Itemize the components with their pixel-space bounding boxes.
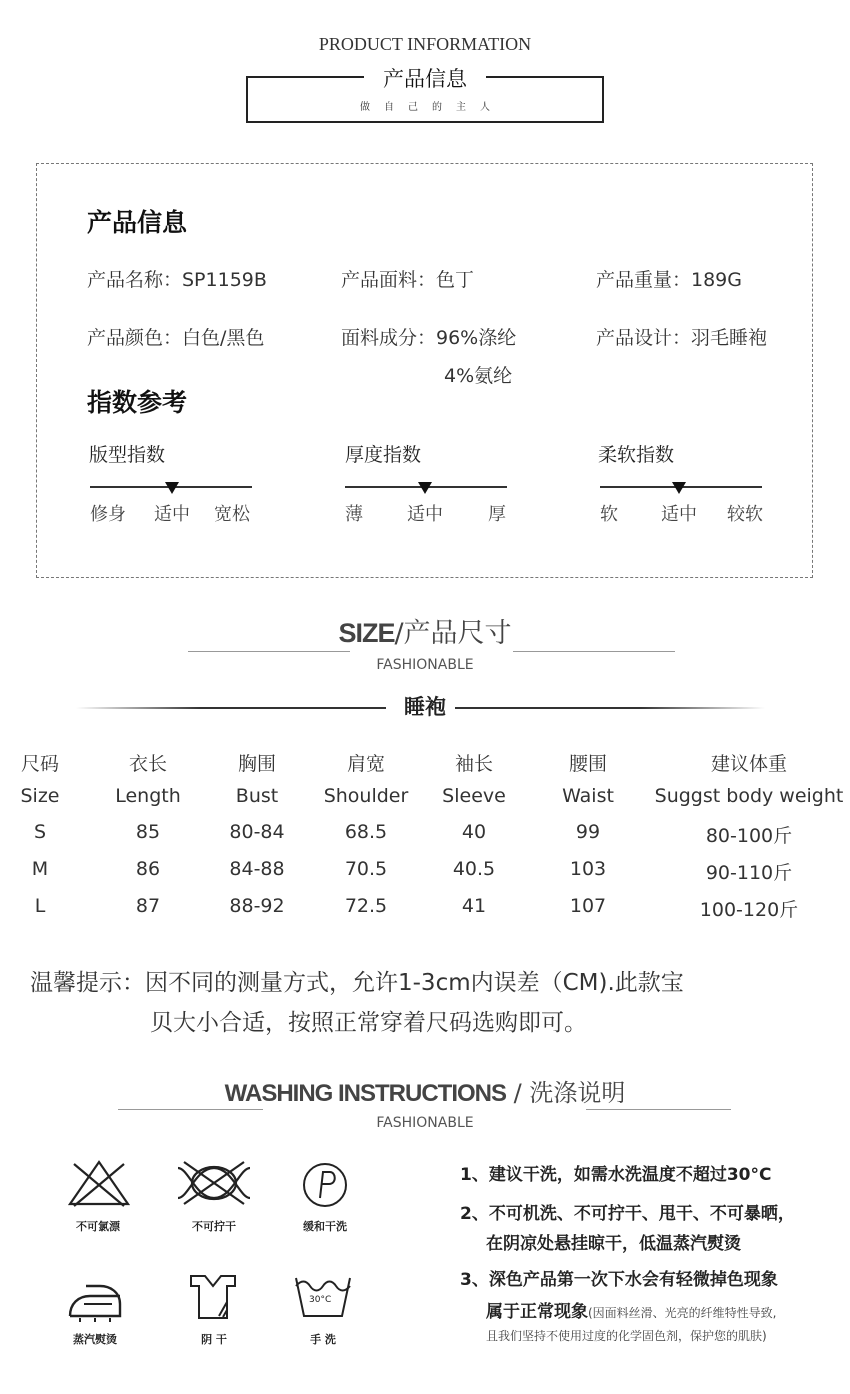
th-en-shoulder: Shoulder bbox=[323, 785, 409, 807]
td-l-waist: 107 bbox=[569, 895, 607, 917]
td-l-length: 87 bbox=[135, 895, 161, 917]
size-title-en: SIZE bbox=[338, 618, 395, 648]
td-l-bust: 88-92 bbox=[229, 895, 285, 917]
th-en-sleeve: Sleeve bbox=[442, 785, 506, 807]
no-bleach-label: 不可氯漂 bbox=[76, 1220, 120, 1233]
instruction-3b bbox=[486, 1297, 777, 1322]
info-name: 产品名称：SP1159B bbox=[87, 269, 267, 291]
td-l-shoulder: 72.5 bbox=[344, 895, 388, 917]
th-en-length: Length bbox=[115, 785, 181, 807]
td-s-weight: 80-100斤 bbox=[705, 825, 793, 847]
info-fabric: 产品面料：色丁 bbox=[341, 269, 475, 291]
td-m-bust: 84-88 bbox=[229, 858, 285, 880]
td-m-waist: 103 bbox=[569, 858, 607, 880]
no-wring-label: 不可拧干 bbox=[192, 1220, 236, 1233]
td-s-shoulder: 68.5 bbox=[344, 821, 388, 843]
td-l-weight: 100-120斤 bbox=[699, 899, 799, 921]
no-bleach-icon bbox=[66, 1158, 132, 1208]
td-l-size: L bbox=[34, 895, 46, 917]
instruction-3c: 且我们坚持不使用过度的化学固色剂，保护您的肌肤) bbox=[486, 1329, 767, 1343]
washing-fashionable: FASHIONABLE bbox=[376, 1115, 474, 1131]
th-cn-bust: 胸围 bbox=[237, 753, 276, 775]
steam-iron-label: 蒸汽熨烫 bbox=[73, 1333, 117, 1346]
index-fit-label-mid: 适中 bbox=[154, 504, 190, 525]
td-s-sleeve: 40 bbox=[461, 821, 487, 843]
instruction-3b-main: 属于正常现象 bbox=[486, 1302, 588, 1322]
instruction-2a: 2、不可机洗、不可拧干、甩干、不可暴晒， bbox=[460, 1204, 795, 1224]
index-softness-label-high: 较软 bbox=[727, 504, 763, 525]
info-composition-2: 4%氨纶 bbox=[444, 365, 513, 387]
index-fit-label-high: 宽松 bbox=[214, 504, 250, 525]
washing-title bbox=[0, 1073, 850, 1108]
gentle-dry-clean-icon bbox=[300, 1160, 350, 1210]
index-softness-marker bbox=[672, 482, 686, 494]
info-composition: 面料成分：96%涤纶 bbox=[341, 327, 517, 349]
header-cn-title: 产品信息 bbox=[383, 67, 467, 91]
shade-dry-label: 阴 干 bbox=[201, 1333, 227, 1346]
size-divider-left bbox=[188, 651, 350, 652]
no-wring-icon bbox=[174, 1160, 254, 1206]
info-weight: 产品重量：189G bbox=[596, 269, 742, 291]
size-title bbox=[0, 611, 850, 650]
washing-divider-left bbox=[118, 1109, 263, 1110]
instruction-2b: 在阴凉处悬挂晾干，低温蒸汽熨烫 bbox=[486, 1234, 741, 1254]
td-m-length: 86 bbox=[135, 858, 161, 880]
instruction-1: 1、建议干洗，如需水洗温度不超过30°C bbox=[460, 1165, 772, 1185]
th-cn-waist: 腰围 bbox=[568, 753, 607, 775]
instruction-3b-note: (因面料丝滑、光亮的纤维特性导致, bbox=[588, 1306, 777, 1320]
size-divider-right bbox=[513, 651, 675, 652]
th-cn-sleeve: 袖长 bbox=[454, 753, 493, 775]
washing-title-cn: / 洗涤说明 bbox=[506, 1079, 626, 1107]
index-softness-label-mid: 适中 bbox=[661, 504, 697, 525]
header-subtitle: 做自己的主人 bbox=[360, 102, 504, 113]
td-m-shoulder: 70.5 bbox=[344, 858, 388, 880]
size-fashionable: FASHIONABLE bbox=[376, 657, 474, 673]
td-s-size: S bbox=[33, 821, 47, 843]
index-fit-title: 版型指数 bbox=[89, 444, 166, 466]
th-cn-size: 尺码 bbox=[20, 753, 59, 775]
td-m-sleeve: 40.5 bbox=[452, 858, 496, 880]
td-s-waist: 99 bbox=[575, 821, 601, 843]
th-en-weight: Suggst body weight bbox=[654, 785, 844, 807]
td-m-weight: 90-110斤 bbox=[705, 862, 793, 884]
td-m-size: M bbox=[31, 858, 49, 880]
th-cn-shoulder: 肩宽 bbox=[346, 753, 385, 775]
steam-iron-icon bbox=[66, 1274, 124, 1324]
info-color: 产品颜色：白色/黑色 bbox=[87, 327, 265, 349]
index-fit-label-low: 修身 bbox=[90, 504, 126, 525]
hand-wash-temp: 30°C bbox=[309, 1295, 332, 1305]
tip-line-2: 贝大小合适，按照正常穿着尺码选购即可。 bbox=[150, 1010, 587, 1036]
tip-line-1: 温馨提示：因不同的测量方式，允许1-3cm内误差（CM).此款宝 bbox=[30, 970, 684, 996]
washing-divider-right bbox=[586, 1109, 731, 1110]
th-en-size: Size bbox=[20, 785, 60, 807]
instruction-3a: 3、深色产品第一次下水会有轻微掉色现象 bbox=[460, 1270, 778, 1290]
td-s-bust: 80-84 bbox=[229, 821, 285, 843]
th-en-waist: Waist bbox=[562, 785, 614, 807]
info-design: 产品设计：羽毛睡袍 bbox=[596, 327, 768, 349]
th-cn-weight: 建议体重 bbox=[710, 753, 787, 775]
index-fit-marker bbox=[165, 482, 179, 494]
shade-dry-icon bbox=[183, 1272, 243, 1322]
td-l-sleeve: 41 bbox=[461, 895, 487, 917]
index-softness-title: 柔软指数 bbox=[598, 444, 675, 466]
gentle-dry-clean-label: 缓和干洗 bbox=[303, 1220, 347, 1233]
index-thickness-label-low: 薄 bbox=[345, 504, 363, 525]
garment-title: 睡袍 bbox=[404, 695, 446, 719]
index-thickness-title: 厚度指数 bbox=[345, 444, 422, 466]
size-title-cn: /产品尺寸 bbox=[394, 618, 512, 649]
index-thickness-label-high: 厚 bbox=[488, 504, 506, 525]
washing-title-en: WASHING INSTRUCTIONS bbox=[224, 1080, 506, 1107]
hand-wash-label: 手 洗 bbox=[310, 1333, 336, 1346]
th-en-bust: Bust bbox=[235, 785, 279, 807]
info-heading: 产品信息 bbox=[87, 208, 188, 237]
index-heading: 指数参考 bbox=[87, 388, 188, 417]
index-thickness-marker bbox=[418, 482, 432, 494]
header-en-title: PRODUCT INFORMATION bbox=[318, 34, 532, 54]
index-softness-label-low: 软 bbox=[600, 504, 618, 525]
td-s-length: 85 bbox=[135, 821, 161, 843]
index-thickness-label-mid: 适中 bbox=[407, 504, 443, 525]
th-cn-length: 衣长 bbox=[128, 753, 167, 775]
